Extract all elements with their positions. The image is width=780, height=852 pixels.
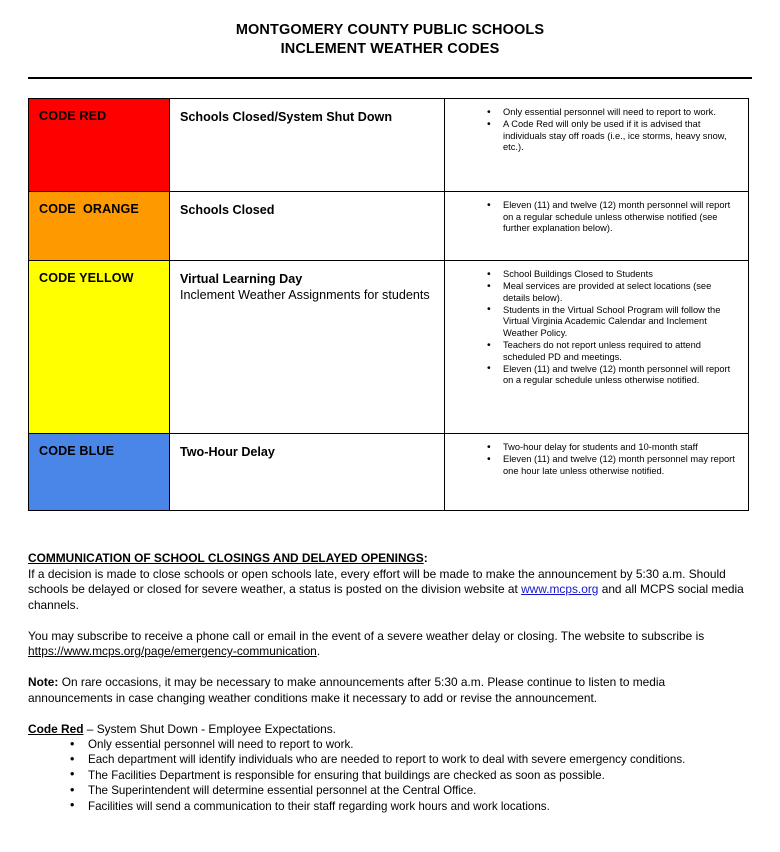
- code-color-cell-orange: [29, 192, 170, 261]
- code-red-bullet-list: [28, 737, 752, 814]
- code-description-cell-orange: [170, 192, 445, 261]
- mcps-website-link[interactable]: www.mcps.org: [521, 582, 599, 596]
- description-title: Virtual Learning Day: [180, 272, 303, 286]
- title-divider: [28, 77, 752, 79]
- communication-heading-text: COMMUNICATION OF SCHOOL CLOSINGS AND DELAYED OPENINGS: [28, 551, 424, 565]
- description-title: Schools Closed/System Shut Down: [180, 110, 393, 124]
- table-row: [29, 192, 749, 261]
- description-title: Two-Hour Delay: [180, 445, 275, 459]
- list-item: • Only essential personnel will need to report to work.: [503, 107, 740, 119]
- code-label: CODE ORANGE: [39, 202, 139, 216]
- subscribe-text-before-link: You may subscribe to receive a phone call or email in the event of a severe weather delay or closing. The website to subscribe is: [28, 628, 705, 643]
- communication-text-before-link: If a decision is made to close schools or open schools late, every effort will be made to make the announcement by 5:30 a.m. Should schools be delayed or closed for severe weather, a status is posted on the division website at: [28, 566, 726, 596]
- list-item: • Eleven (11) and twelve (12) month personnel may report one hour late unless otherwise notified.: [503, 454, 740, 477]
- table-row: [29, 261, 749, 434]
- table-row: [29, 434, 749, 511]
- code-details-cell-orange: [445, 192, 749, 261]
- code-red-lead: Code Red: [28, 721, 84, 736]
- description: [170, 192, 444, 226]
- code-details-cell-red: [445, 99, 749, 192]
- list-item: • The Facilities Department is responsible for ensuring that buildings are checked as soon as possible.: [88, 768, 752, 783]
- inclement-weather-codes-table: [28, 98, 749, 511]
- description: [170, 99, 444, 133]
- list-item: • Each department will identify individuals who are needed to report to work to deal with severe emergency conditions.: [88, 752, 752, 767]
- detail-list: [445, 269, 742, 387]
- communication-heading: [28, 551, 752, 567]
- code-color-cell-blue: [29, 434, 170, 511]
- list-item: • Eleven (11) and twelve (12) month personnel will report on a regular schedule unless otherwise notified.: [503, 364, 740, 387]
- communication-heading-colon: :: [423, 551, 428, 565]
- list-item: • The Superintendent will determine essential personnel at the Central Office.: [88, 783, 752, 798]
- communication-text-after-link: and all MCPS social media channels.: [28, 582, 744, 612]
- list-item: • A Code Red will only be used if it is advised that individuals stay off roads (i.e., ice storms, heavy snow, etc.).: [503, 119, 740, 154]
- list-item: • Eleven (11) and twelve (12) month personnel will report on a regular schedule unless otherwise notified (see further explanation below).: [503, 200, 740, 235]
- code-label: CODE BLUE: [39, 444, 115, 458]
- list-item: • School Buildings Closed to Students: [503, 269, 740, 281]
- subscribe-paragraph: [28, 629, 752, 660]
- prose-section: [28, 551, 752, 814]
- list-item: • Facilities will send a communication to their staff regarding work hours and work locations.: [88, 799, 752, 814]
- description-title: Schools Closed: [180, 203, 275, 217]
- table-row: [29, 99, 749, 192]
- list-item: • Two-hour delay for students and 10-month staff: [503, 442, 740, 454]
- detail-list: [445, 442, 742, 477]
- code-label: CODE RED: [39, 109, 107, 123]
- code-description-cell-yellow: [170, 261, 445, 434]
- communication-paragraph: [28, 567, 752, 614]
- emergency-communication-link[interactable]: https://www.mcps.org/page/emergency-communication: [28, 644, 317, 658]
- note-paragraph: [28, 675, 752, 706]
- list-item: • Meal services are provided at select locations (see details below).: [503, 281, 740, 304]
- title-line-2: INCLEMENT WEATHER CODES: [280, 41, 500, 57]
- code-red-heading-rest: – System Shut Down - Employee Expectations.: [83, 721, 336, 736]
- detail-list: [445, 107, 742, 154]
- code-label: CODE YELLOW: [39, 271, 134, 285]
- description: [170, 261, 444, 311]
- list-item: • Only essential personnel will need to report to work.: [88, 737, 752, 752]
- note-label: Note:: [28, 675, 59, 689]
- subscribe-text-after-link: .: [316, 644, 321, 658]
- code-details-cell-yellow: [445, 261, 749, 434]
- list-item: • Students in the Virtual School Program will follow the Virtual Virginia Academic Calendar and Inclement Weather Policy.: [503, 305, 740, 340]
- page-title: [28, 0, 752, 59]
- code-color-cell-yellow: [29, 261, 170, 434]
- title-line-1: MONTGOMERY COUNTY PUBLIC SCHOOLS: [235, 22, 545, 38]
- list-item: • Teachers do not report unless required to attend scheduled PD and meetings.: [503, 340, 740, 363]
- description-subtitle: Inclement Weather Assignments for students: [180, 288, 430, 302]
- code-details-cell-blue: [445, 434, 749, 511]
- code-color-cell-red: [29, 99, 170, 192]
- code-description-cell-red: [170, 99, 445, 192]
- detail-list: [445, 200, 742, 235]
- code-description-cell-blue: [170, 434, 445, 511]
- code-red-section-heading: [28, 722, 752, 738]
- description: [170, 434, 444, 468]
- note-text: On rare occasions, it may be necessary to make announcements after 5:30 a.m. Please continue to listen to media announcements in case changing weather conditions make it necessary to add or revise the announcement.: [28, 675, 666, 705]
